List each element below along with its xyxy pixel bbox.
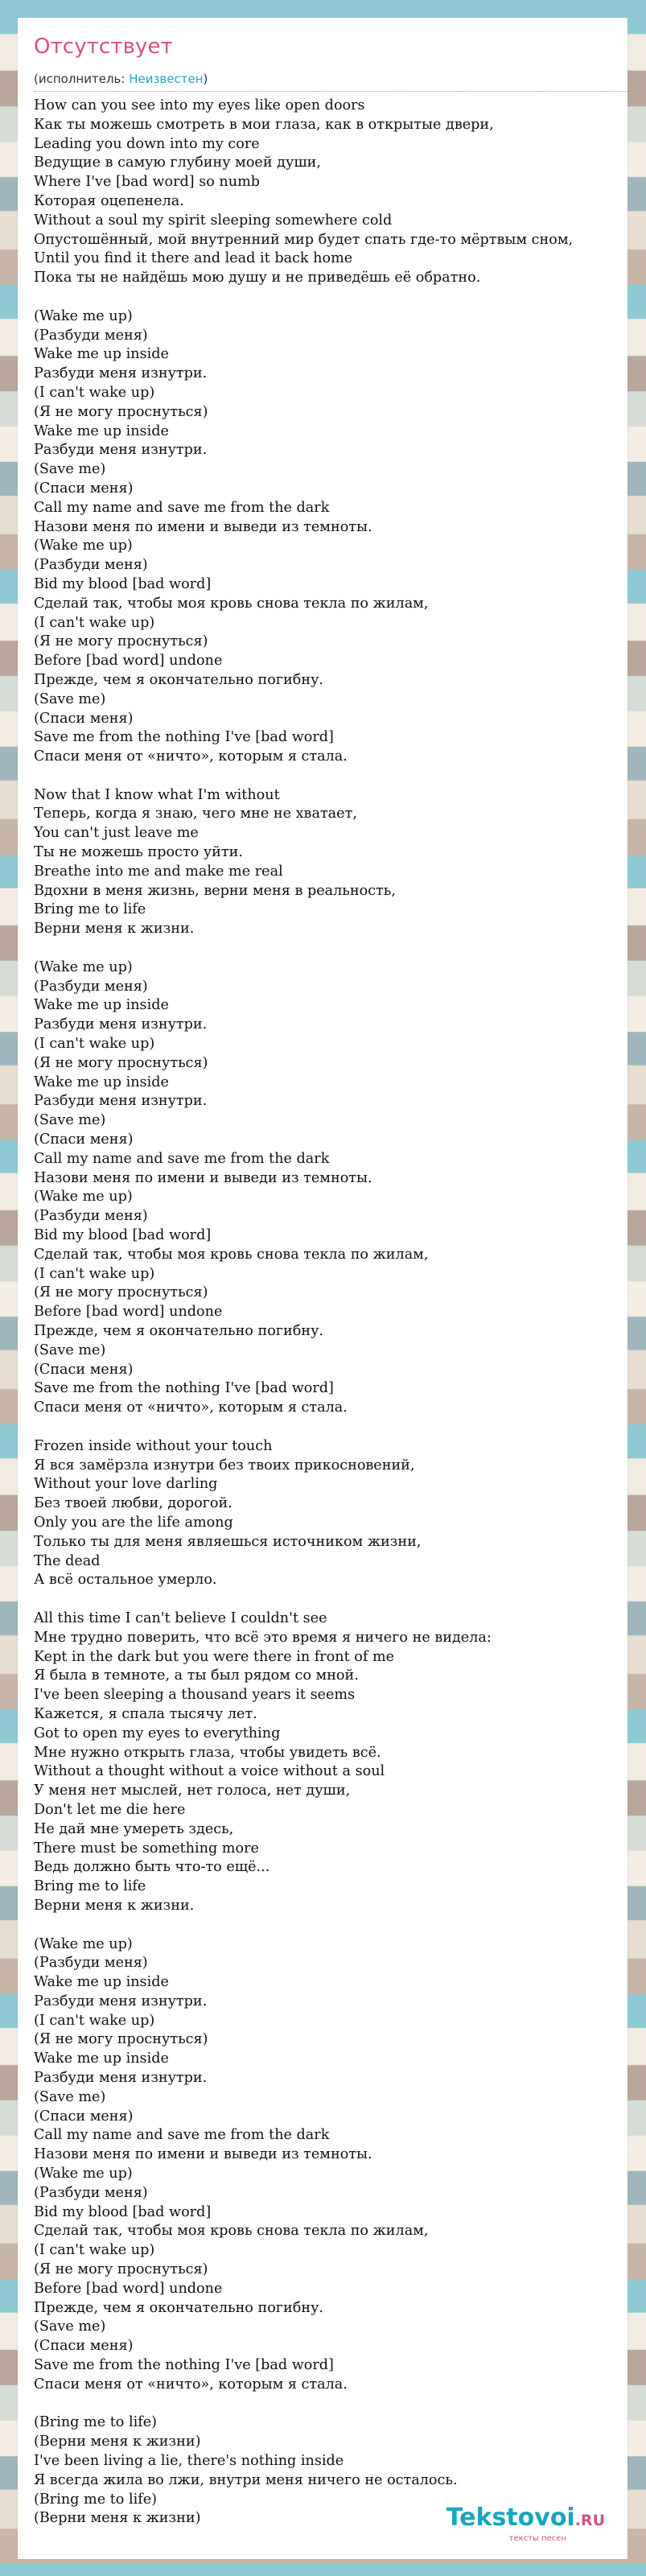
lyric-line: Спаси меня от «ничто», которым я стала.	[34, 748, 348, 765]
lyric-line: Wake me up inside	[34, 2050, 169, 2067]
lyric-line: Now that I know what I'm without	[34, 786, 280, 803]
stanza-gap	[34, 288, 646, 307]
lyric-line: (Я не могу проснуться)	[34, 2031, 208, 2048]
stanza-gap	[34, 1590, 646, 1609]
lyric-line: Call my name and save me from the dark	[34, 1150, 330, 1167]
lyrics-page	[18, 18, 627, 2559]
lyric-line: Only you are the life among	[34, 1514, 233, 1531]
lyric-line: (I can't wake up)	[34, 1265, 155, 1282]
lyric-line: (I can't wake up)	[34, 2012, 155, 2029]
stanza-gap	[34, 767, 646, 786]
lyric-line: Прежде, чем я окончательно погибну.	[34, 1323, 324, 1339]
lyric-line: Without your love darling	[34, 1476, 218, 1493]
logo-name: Tekstovoi	[446, 2504, 575, 2532]
lyric-line: (Спаси меня)	[34, 2108, 134, 2125]
lyric-line: (I can't wake up)	[34, 2242, 155, 2259]
lyric-line: Bring me to life	[34, 1878, 146, 1895]
lyric-line: Разбуди меня изнутри.	[34, 442, 208, 459]
lyric-line: Назови меня по имени и выведи из темноты.	[34, 518, 372, 535]
lyric-line: Прежде, чем я окончательно погибну.	[34, 2299, 324, 2316]
lyric-line: Спаси меня от «ничто», которым я стала.	[34, 2376, 348, 2393]
site-logo[interactable]	[446, 2504, 605, 2544]
lyric-line: (Я не могу проснуться)	[34, 2261, 208, 2278]
lyric-line: Got to open my eyes to everything	[34, 1725, 281, 1741]
lyric-line: (I can't wake up)	[34, 614, 155, 631]
lyric-line: Прежде, чем я окончательно погибну.	[34, 671, 324, 688]
lyric-line: Я вся замёрзла изнутри без твоих прикосновений,	[34, 1457, 415, 1473]
lyric-line: (Bring me to life)	[34, 2491, 158, 2508]
lyric-line: Wake me up inside	[34, 997, 169, 1014]
lyric-line: (Разбуди меня)	[34, 2184, 148, 2201]
lyric-line: Без твоей любви, дорогой.	[34, 1495, 232, 1512]
lyric-line: Until you find it there and lead it back home	[34, 250, 353, 267]
lyric-line: (Разбуди меня)	[34, 1955, 148, 1972]
lyric-line: Bid my blood [bad word]	[34, 575, 212, 592]
lyric-line: (Save me)	[34, 1342, 106, 1358]
lyric-line: (Save me)	[34, 2318, 106, 2335]
artist-suffix: )	[203, 72, 208, 86]
lyric-line: Bid my blood [bad word]	[34, 1227, 212, 1244]
artist-prefix: (исполнитель:	[34, 72, 130, 86]
lyric-line: (Я не могу проснуться)	[34, 633, 208, 650]
lyric-line: Разбуди меня изнутри.	[34, 1016, 208, 1033]
lyric-line: Leading you down into my core	[34, 135, 260, 152]
lyric-line: Ты не можешь просто уйти.	[34, 844, 243, 861]
stanza-gap	[34, 939, 646, 958]
lyric-line: Пока ты не найдёшь мою душу и не приведёшь её обратно.	[34, 270, 481, 286]
lyric-line: (Спаси меня)	[34, 2338, 134, 2355]
lyric-line: Call my name and save me from the dark	[34, 2127, 330, 2144]
lyric-line: Wake me up inside	[34, 1074, 169, 1090]
lyric-line: Спаси меня от «ничто», которым я стала.	[34, 1399, 348, 1416]
lyric-line: Вдохни в меня жизнь, верни меня в реальность,	[34, 882, 396, 899]
lyric-line: (I can't wake up)	[34, 384, 155, 401]
lyric-line: Without a thought without a voice without a soul	[34, 1763, 385, 1780]
lyric-line: (Разбуди меня)	[34, 557, 148, 574]
lyric-line: Where I've [bad word] so numb	[34, 174, 261, 191]
lyric-line: (Я не могу проснуться)	[34, 1054, 208, 1071]
lyric-line: (Разбуди меня)	[34, 1208, 148, 1225]
lyric-line: Save me from the nothing I've [bad word]	[34, 729, 334, 746]
lyric-line: Breathe into me and make me real	[34, 863, 283, 880]
lyric-line: Save me from the nothing I've [bad word]	[34, 2357, 334, 2374]
logo-wordmark	[446, 2504, 605, 2534]
lyric-line: Которая оцепенела.	[34, 192, 184, 209]
lyric-line: Разбуди меня изнутри.	[34, 1993, 208, 2009]
lyric-line: (Разбуди меня)	[34, 978, 148, 995]
title-divider	[34, 91, 629, 92]
lyric-line: Ведь должно быть что-то ещё...	[34, 1859, 270, 1876]
lyric-line: Kept in the dark but you were there in front of me	[34, 1648, 395, 1665]
lyric-line: Мне нужно открыть глаза, чтобы увидеть всё.	[34, 1744, 381, 1761]
lyric-line: All this time I can't believe I couldn't see	[34, 1609, 327, 1626]
lyric-line: Without a soul my spirit sleeping somewhere cold	[34, 212, 393, 229]
lyric-line: Before [bad word] undone	[34, 2280, 223, 2297]
lyric-line: Как ты можешь смотреть в мои глаза, как в открытые двери,	[34, 116, 494, 133]
lyric-line: (Wake me up)	[34, 307, 133, 324]
lyric-line: Кажется, я спала тысячу лет.	[34, 1705, 257, 1722]
lyric-line: (Wake me up)	[34, 1189, 133, 1206]
lyric-line: Теперь, когда я знаю, чего мне не хватает,	[34, 806, 357, 822]
lyric-line: Сделай так, чтобы моя кровь снова текла по жилам,	[34, 2223, 429, 2240]
song-title: Отсутствует	[34, 35, 173, 59]
logo-caption: тексты песен	[508, 2534, 566, 2543]
lyric-line: Опустошённый, мой внутренний мир будет спать где-то мёртвым сном,	[34, 231, 574, 248]
lyric-line: There must be something more	[34, 1840, 259, 1857]
lyric-line: (Спаси меня)	[34, 1361, 134, 1378]
lyric-line: Wake me up inside	[34, 346, 169, 363]
lyric-line: Разбуди меня изнутри.	[34, 2070, 208, 2087]
lyric-line: Разбуди меня изнутри.	[34, 1093, 208, 1110]
lyric-line: (Спаси меня)	[34, 1131, 134, 1148]
lyric-line: Только ты для меня являешься источником жизни,	[34, 1533, 422, 1550]
lyric-line: Я была в темноте, а ты был рядом со мной.	[34, 1667, 359, 1684]
lyric-line: (Wake me up)	[34, 538, 133, 554]
artist-line	[34, 71, 208, 87]
lyric-line: I've been living a lie, there's nothing inside	[34, 2453, 344, 2470]
lyric-line: Не дай мне умереть здесь,	[34, 1820, 234, 1837]
lyric-line: (Я не могу проснуться)	[34, 403, 208, 420]
lyric-line: У меня нет мыслей, нет голоса, нет души,	[34, 1783, 351, 1799]
artist-link[interactable]: Неизвестен	[129, 72, 204, 86]
lyric-line: Я всегда жила во лжи, внутри меня ничего не осталось.	[34, 2471, 458, 2488]
lyric-line: Разбуди меня изнутри.	[34, 365, 208, 382]
lyric-line: (Bring me to life)	[34, 2414, 158, 2431]
lyric-line: А всё остальное умерло.	[34, 1572, 217, 1589]
stanza-gap	[34, 2395, 646, 2414]
lyric-line: (I can't wake up)	[34, 1036, 155, 1053]
lyric-line: Назови меня по имени и выведи из темноты.	[34, 1169, 372, 1186]
lyric-line: Before [bad word] undone	[34, 1304, 223, 1321]
lyric-line: (Верни меня к жизни)	[34, 2434, 201, 2450]
stanza-gap	[34, 1418, 646, 1437]
lyric-line: Save me from the nothing I've [bad word]	[34, 1380, 334, 1397]
lyric-line: Wake me up inside	[34, 422, 169, 439]
lyric-line: (Save me)	[34, 2088, 106, 2105]
lyric-line: Верни меня к жизни.	[34, 1897, 195, 1914]
lyric-line: (Save me)	[34, 461, 106, 478]
lyric-line: (Верни меня к жизни)	[34, 2510, 201, 2527]
lyric-line: Ведущие в самую глубину моей души,	[34, 155, 322, 171]
lyric-line: (Wake me up)	[34, 958, 133, 975]
lyric-line: Сделай так, чтобы моя кровь снова текла по жилам,	[34, 595, 429, 612]
lyric-line: Call my name and save me from the dark	[34, 499, 330, 516]
stanza-gap	[34, 1916, 646, 1935]
lyric-line: You can't just leave me	[34, 825, 199, 842]
logo-suffix: .RU	[574, 2512, 605, 2529]
lyrics-text	[34, 97, 646, 2529]
lyric-line: Before [bad word] undone	[34, 653, 223, 670]
lyric-line: Мне трудно поверить, что всё это время я ничего не видела:	[34, 1629, 492, 1646]
lyric-line: (Wake me up)	[34, 1935, 133, 1952]
lyric-line: Bring me to life	[34, 901, 146, 918]
lyric-line: (Save me)	[34, 1112, 106, 1129]
lyric-line: (Разбуди меня)	[34, 327, 148, 344]
lyric-line: Сделай так, чтобы моя кровь снова текла по жилам,	[34, 1246, 429, 1263]
lyric-line: I've been sleeping a thousand years it seems	[34, 1687, 356, 1704]
lyric-line: (Спаси меня)	[34, 710, 134, 727]
lyric-line: How can you see into my eyes like open doors	[34, 97, 365, 113]
lyric-line: Frozen inside without your touch	[34, 1437, 273, 1454]
lyric-line: (Спаси меня)	[34, 480, 134, 497]
lyric-line: The dead	[34, 1552, 101, 1569]
lyric-line: Верни меня к жизни.	[34, 921, 195, 938]
lyric-line: (Я не могу проснуться)	[34, 1284, 208, 1301]
lyric-line: Wake me up inside	[34, 1974, 169, 1991]
lyric-line: (Wake me up)	[34, 2166, 133, 2182]
lyric-line: (Save me)	[34, 690, 106, 707]
lyric-line: Назови меня по имени и выведи из темноты.	[34, 2146, 372, 2163]
lyric-line: Don't let me die here	[34, 1801, 186, 1818]
lyric-line: Bid my blood [bad word]	[34, 2203, 212, 2220]
